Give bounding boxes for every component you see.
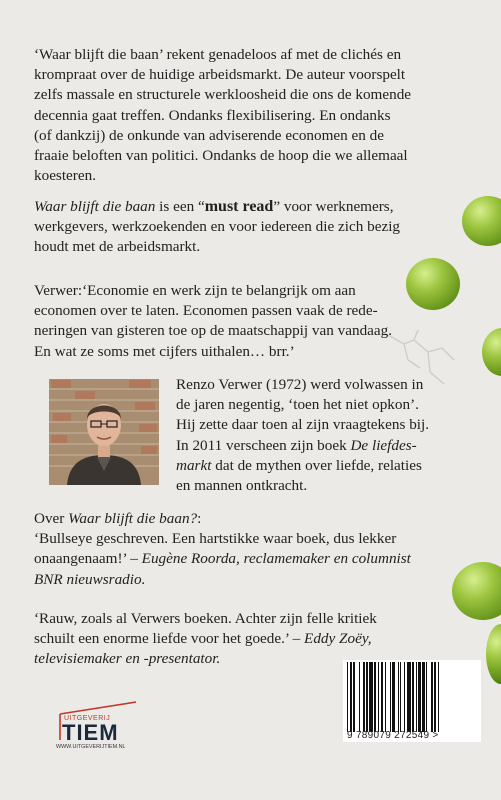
book-title: Waar blijft die baan xyxy=(34,198,156,215)
review-roorda xyxy=(34,509,474,590)
review-line xyxy=(34,549,474,569)
bio-line xyxy=(176,456,476,476)
text-fragment: In 2011 verscheen zijn boek xyxy=(176,436,351,454)
publisher-logo xyxy=(52,700,140,754)
quote-line: economen over te laten. Economen passen vaak de rede- xyxy=(34,302,378,320)
green-balloon-bottom-edge xyxy=(486,624,501,684)
blurb-line: fraaie beloften van politici. Ondanks de hoop die we allemaal xyxy=(34,147,408,165)
logo-small-label: UITGEVERIJ xyxy=(64,715,111,722)
review-line: ‘Bullseye geschreven. Een hartstikke waar boek, dus lekker xyxy=(34,530,397,548)
text-fragment: schuilt een enorme liefde voor het goede.’ – xyxy=(34,630,305,648)
book-title-part: markt xyxy=(176,456,212,474)
text-fragment: is een “ xyxy=(155,198,205,215)
must-read-line: houdt met de arbeidsmarkt. xyxy=(34,238,201,256)
bio-line xyxy=(176,436,476,456)
author-photo xyxy=(49,379,159,485)
must-read-paragraph xyxy=(34,197,474,258)
isbn-digits: 9 789079 272549 > xyxy=(347,730,439,741)
quote-line: Verwer:‘Economie en werk zijn te belangrijk om aan xyxy=(34,282,356,299)
review-line xyxy=(34,629,474,649)
must-read-line: werkgevers, werkzoekenden en voor iedereen die zich bezig xyxy=(34,218,401,236)
must-read-bold: must read xyxy=(204,198,274,215)
text-fragment: dat de mythen over liefde, relaties xyxy=(211,456,422,474)
text-fragment: Over xyxy=(34,510,69,527)
verwer-quote-paragraph xyxy=(34,281,474,362)
reviewer-credit: BNR nieuwsradio. xyxy=(34,570,146,588)
bio-line: de jaren negentig, ‘toen het niet opkon’. xyxy=(176,396,419,414)
blurb-line: koesteren. xyxy=(34,167,96,185)
blurb-line: (of dankzij) de onkunde van adviserende economen en de xyxy=(34,126,385,144)
review-line xyxy=(34,509,474,529)
review-line: ‘Rauw, zoals al Verwers boeken. Achter zijn felle kritiek xyxy=(34,610,377,627)
logo-url: WWW.UITGEVERIJTIEM.NL xyxy=(56,744,126,750)
reviewer-credit: Eddy Zoëy, xyxy=(304,630,372,648)
blurb-line: ‘Waar blijft die baan’ rekent genadeloos af met de clichés en xyxy=(34,46,402,63)
logo-name: TIEM xyxy=(62,720,119,745)
blurb-line: decennia gaat treffen. Ondanks flexibilisering. En ondanks xyxy=(34,106,391,124)
author-portrait-image xyxy=(49,379,159,485)
reviewer-credit: Eugène Roorda, reclamemaker en columnist xyxy=(141,550,411,568)
blurb-line: zelfs massale en structurele werkloosheid die ons de komende xyxy=(34,86,412,104)
author-bio xyxy=(176,375,476,496)
book-title-part: De liefdes- xyxy=(350,436,417,454)
must-read-line xyxy=(34,197,474,217)
text-fragment: : xyxy=(197,510,202,527)
barcode-bar xyxy=(439,662,440,732)
blurb-line: krompraat over de huidige arbeidsmarkt. De auteur voorspelt xyxy=(34,66,406,84)
barcode-bars xyxy=(347,662,477,732)
reviewer-credit: televisiemaker en -presentator. xyxy=(34,650,221,668)
book-title: Waar blijft die baan? xyxy=(68,510,198,527)
review-line xyxy=(34,570,474,590)
bio-line: Renzo Verwer (1972) werd volwassen in xyxy=(176,376,424,393)
bio-line: Hij zette daar toen al zijn vraagtekens bij. xyxy=(176,416,430,434)
green-balloon-right-edge xyxy=(482,328,501,376)
text-fragment: onaangenaam!’ – xyxy=(34,550,142,568)
text-fragment: ” voor werknemers, xyxy=(273,198,394,215)
blurb-paragraph xyxy=(34,45,474,186)
quote-line: neringen van gisteren toe op de maatschappij van vandaag. xyxy=(34,322,393,340)
bio-line: en mannen ontkracht. xyxy=(176,477,308,495)
isbn-barcode xyxy=(343,660,481,742)
quote-line: En wat ze soms met cijfers uithalen… brr.’ xyxy=(34,342,295,360)
